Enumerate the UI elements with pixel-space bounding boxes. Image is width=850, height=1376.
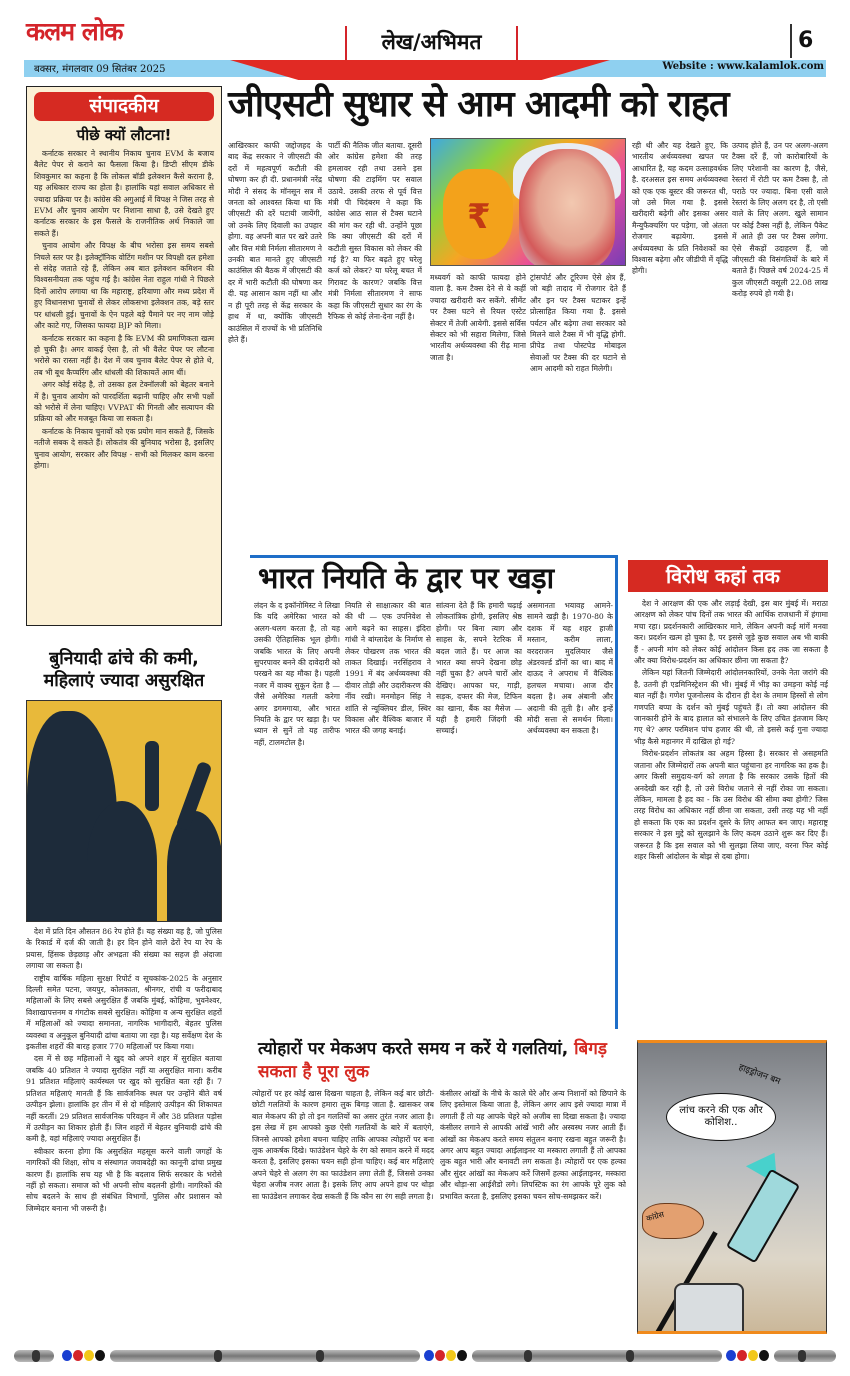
color-dot-blue <box>62 1350 72 1361</box>
registration-pill <box>110 1350 420 1362</box>
registration-knob <box>524 1350 532 1362</box>
bharat-column-3: सांत्वना देते हैं कि हमारी चढ़ाई लोकतांत्रिक होगी, इसलिए श्रेष्ठ होगी। पर बिना त्याग और साहस के, सपने रेटरिक में बदल जाते हैं। पर आज का भारत क्या सपने देखना छोड़ नहीं चुका है? अपने चारों ओर देखिए। आपका घर, गाड़ी, सड़क, दफ्तर की मेज, टिफिन का खाना, बैंक का मैसेज — यही है हमारी जिंदगी की सच्चाई। <box>436 601 522 736</box>
raised-fist-icon <box>145 741 159 811</box>
editorial-box <box>26 86 222 626</box>
color-dot-black <box>95 1350 105 1361</box>
website-link[interactable]: Website : www.kalamlok.com <box>662 61 824 72</box>
lead-column-5: रही थी और यह देखते हुए, कि भारतीय अर्थव्यवस्था खपत पर आधारित है, यह कदम उत्साहवर्धक है. दरअसल इस समय अर्थव्यवस्था को एक एक बूस्टर की जरूरत थी, जो उसे मिल गया है. इससे खरीदारी बढ़ेगी और इसका असर मैन्युफैक्चरिंग पर पड़ेगा, जो अंततः रोजगार बढ़ायेगा. इससे अर्थव्यवस्था के प्रति निवेशकों का विश्वास बढ़ेगा और जीडीपी में वृद्धि होगी। <box>632 141 728 276</box>
registration-knob <box>316 1350 324 1362</box>
lead-column-1: आखिरकार काफी जद्दोजहद के बाद केंद्र सरकार ने जीएसटी की दरों में महत्वपूर्ण कटौती की घोषणा कर ही दी. प्रधानमंत्री नरेंद्र मोदी ने संसद के मॉनसून सत्र में जनता को आश्वस्त किया था कि जीएसटी की दरें घटायी जायेंगी, जो उनके लिए दिवाली का उपहार होगा. वह अपनी बात पर खरे उतरे और वित्त मंत्री निर्मला सीतारमण ने उनकी बात मानते हुए जीएसटी काउंसिल की बैठक में जीएसटी की दर में भारी कटौती की घोषणा कर दी. यह आसान काम नहीं था और न ही पूरी तरह से केंद्र सरकार के हाथ में था, क्योंकि जीएसटी काउंसिल में राज्यों के भी प्रतिनिधि होते हैं। <box>228 141 322 344</box>
editorial-label: संपादकीय <box>34 92 214 121</box>
lead-column-4: ट्रांसपोर्ट और टूरिज्म ऐसे क्षेत्र हैं, जो बड़ी तादाद में रोजगार देते हैं और इन पर टैक्स घटाकर इन्हें प्रोत्साहित किया गया है. इससे पर्यटन और बढ़ेगा तथा सरकार को मिलने वाले टैक्स में भी वृद्धि होगी. प्रीपेड तथा पोस्टपेड मोबाइल सेवाओं पर टैक्स की दर घटाने से आम आदमी को राहत मिलेगी। <box>530 273 626 374</box>
color-dot-yellow <box>84 1350 94 1361</box>
hand-label: कांग्रेस <box>645 1209 665 1224</box>
newspaper-brand: कलम लोक <box>26 17 123 46</box>
makeup-headline <box>258 1038 628 1084</box>
women-story-body <box>26 926 222 1336</box>
paragraph: चुनाव आयोग और विपक्ष के बीच भरोसा इस समय सबसे निचले स्तर पर है। इलेक्ट्रॉनिक वोटिंग मशीन पर विपक्षी दल हमेशा से संदेह जताते रहे हैं, लेकिन अब बात इलेक्शन कमिशन की विश्वसनीयता तक पहुंच गई है। कांग्रेस नेता राहुल गांधी ने पिछले दिनों आरोप लगाया था कि महाराष्ट्र, हरियाणा और मध्य प्रदेश में हुए विधानसभा चुनावों से लेकर लोकसभा इलेक्शन तक, बड़े स्तर पर धांधली हुई। चुनावों के ऐन पहले बड़े पैमाने पर नए नाम जोड़े और काटे गए, जिसका फायदा BJP को मिला। <box>34 241 214 331</box>
editorial-title: पीछे क्यों लौटना! <box>76 126 172 144</box>
paragraph: देश में प्रति दिन औसतन 86 रेप होते हैं। यह संख्या वह है, जो पुलिस के रिकार्ड में दर्ज की जाती है। हर दिन होने वाले ढेरों रेप या रेप के प्रयास, हिंसक छेड़छाड़ और अभद्रता की संख्या का सहज ही अंदाजा लगाया जा सकता है। <box>26 927 222 971</box>
makeup-column-1: त्योहारों पर हर कोई खास दिखना चाहता है, लेकिन कई बार छोटी-छोटी गलतियों के कारण हमारा लुक बिगड़ जाता है. खासकर जब बात मेकअप की हो तो इन गलतियों का असर तुरंत नजर आता है। इस लेख में हम आपको कुछ ऐसी गलतियों के बारे में बताएंगे, जिनसे आपको हमेशा बचना चाहिए ताकि आपका त्योहारों पर बना लुक आकर्षक दिखे। फाउंडेशन चेहरे के रंग को समान करने में मदद करता है, इसलिए इसका चयन सही होना चाहिए। कई बार महिलाएं अपने चेहरे से अलग रंग का फाउंडेशन लगा लेती हैं, जिससे उनका चेहरा अजीब नजर आता है। इसके लिए आप अपने हाथ पर थोड़ा सा फाउंडेशन लगाकर देख सकती हैं कि कौन सा रंग सही लगता है। <box>252 1089 434 1201</box>
color-dot-red <box>73 1350 83 1361</box>
makeup-headline-main: त्योहारों पर मेकअप करते समय न करें ये गलतियां, <box>258 1039 569 1059</box>
paragraph: विरोध-प्रदर्शन लोकतंत्र का अहम हिस्सा है। सरकार से असहमति जताना और जिम्मेदारों तक अपनी बात पहुंचाना हर नागरिक का हक है। अगर किसी समुदाय-वर्ग को लगता है कि सरकार उसके हितों की अनदेखी कर रही है, तो उसे विरोध जताने से नहीं रोका जा सकता। लेकिन, मामला है हद का - कि उस विरोध की सीमा क्या होगी? जिस तरह विरोध का अधिकार नहीं छीना जा सकता, उसी तरह यह भी नहीं हो सकता कि एक का प्रदर्शन दूसरे के लिए आफत बन जाए। महाराष्ट्र सरकार ने इस मुद्दे को सुलझाने के लिए कदम उठाने शुरू कर दिए हैं। जरूरत है कि इस सवाल को भी सुलझा लिया जाए, वरना फिर कोई शहर किसी आंदोलन के बोझ से दबा होगा। <box>634 749 828 861</box>
paragraph: लेकिन यहां जितनी जिम्मेदारी आंदोलनकारियों, उनके नेता जरांगे की है, उतनी ही एडमिनिस्ट्रेशन की भी। मुंबई में भीड़ का उमड़ना कोई नई बात नहीं है। गणेश पूजनोत्सव के दौरान ही देश के तमाम हिस्सों से लोग गणपति बप्पा के दर्शन को मुंबई पहुंचते हैं। तो क्या आंदोलन की जानकारी होने के बाद हालात को संभालने के लिए उचित इंतजाम किए गए थे? अगर परमिशन पांच हजार की थी, तो इससे कई गुना ज्यादा भीड़ कैसे महानगर में दाखिल हो गई? <box>634 668 828 746</box>
lead-column-6: उत्पाद होते हैं, उन पर अलग-अलग टैक्स दरें हैं, जो कारोबारियों के लिए परेशानी का कारण है, जैसे, रेस्तरां में रोटी पर कम टैक्स है, तो पराठे पर ज्यादा. बिना एसी वाले रेस्तरां के लिए अलग दर है, तो एसी वाले के लिए अलग. खुले सामान पर कोई टैक्स नहीं है, लेकिन पैकेट में आते ही उस पर टैक्स लगेगा. ऐसे सैकड़ों उदाहरण हैं, जो जीएसटी की विसंगतियों के बारे में बताते हैं। पिछले वर्ष 2024-25 में कुल जीएसटी वसूली 22.08 लाख करोड़ रुपये हो गयी है। <box>732 141 828 299</box>
registration-knob <box>214 1350 222 1362</box>
dateline: बक्सर, मंगलवार 09 सितंबर 2025 <box>34 64 166 75</box>
lead-column-2: पार्टी की नैतिक जीत बताया. दूसरी ओर कांग्रेस हमेशा की तरह हमलावर रही तथा उसने इस घोषणा की टाइमिंग पर सवाल उठाये. उसकी तरफ से पूर्व वित्त मंत्री पी चिदंबरम ने कहा कि कांग्रेस आठ साल से टैक्स घटाने की मांग कर रही थी. उन्होंने पूछा कि क्या जीएसटी की दरों में कटौती सुस्त विकास को लेकर की गई है? या फिर बढ़ते हुए घरेलू कर्ज को लेकर? या घरेलू बचत में गिरावट के कारण? जबकि वित्त मंत्री निर्मला सीतारमण ने साफ कहा कि जीएसटी सुधार का रंग के रैफिक से कोई लेना-देना नहीं है। <box>328 141 422 322</box>
bharat-column-2: नियति से साक्षात्कार की बात की थी — एक उपनिवेश से आगे बढ़ने का साहस। इंदिरा गांधी ने बांग्लादेश के निर्माण से लेकर पोखरण तक भारत की ताकत दिखाई। नरसिंहराव ने 1991 में बंद अर्थव्यवस्था की दीवार तोड़ी और उदारीकरण की नींव रखी। मनमोहन सिंह ने शांति से न्यूक्लियर डील, स्थिर विकास और वैश्विक बाजार में भारत की जगह बनाई। <box>345 601 431 736</box>
color-dot-red <box>737 1350 747 1361</box>
color-dot-black <box>457 1350 467 1361</box>
rocket-label: हाइड्रोजन बम <box>737 1062 782 1088</box>
page-number: 6 <box>790 24 813 58</box>
bottle-icon <box>674 1283 744 1334</box>
bharat-headline: भारत नियति के द्वार पर खड़ा <box>258 561 554 595</box>
header-red-accent <box>230 60 610 80</box>
rupee-icon: ₹ <box>467 197 491 237</box>
lead-column-3: मध्यवर्ग को काफी फायदा होने वाला है. कम टैक्स देने से वे कहीं ज्यादा खरीदारी कर सकेंगे. सीमेंट पर टैक्स घटने से रियल एस्टेट सेक्टर में तेजी आयेगी. इससे सर्विस सेक्टर को भी सहारा मिलेगा, जिसे भारतीय अर्थव्यवस्था की रीढ़ माना जाता है। <box>430 273 526 362</box>
bharat-column-1: लंदन के द इकॉनोमिस्ट ने लिखा कि यदि अमेरिका भारत को अलग-थलग करता है, तो यह उसकी ऐतिहासिक भूल होगी। जबकि भारत के लिए अपनी सुपरपावर बनने की दावेदारी को परखने का यह मौका है। पहली नजर में वाक्य सुकून देता है — जैसे अमेरिका गलती करेगा अगर डगमगाया, और भारत नियति के द्वार पर खड़ा है। पर ध्यान से सुनें तो यह तारीफ नहीं, टालमटोल है। <box>254 601 340 747</box>
political-cartoon <box>637 1040 827 1334</box>
registration-pill <box>472 1350 722 1362</box>
portrait-face <box>519 149 615 266</box>
paragraph: राष्ट्रीय वार्षिक महिला सुरक्षा रिपोर्ट व सूचकांक-2025 के अनुसार दिल्ली समेत पटना, जयपुर, कोलकाता, श्रीनगर, रांची व फरीदाबाद महिलाओं के लिए सबसे असुरक्षित हैं जबकि मुंबई, कोहिमा, भुवनेश्वर, विशाखापत्तनम व गंगटोक सबसे सुरक्षित। कोहिमा व अन्य सुरक्षित शहरों में महिलाओं को ज्यादा समानता, नागरिक भागीदारी, बेहतर पुलिस व्यवस्था व अनुकूल बुनियादी ढांचा बताया जा रहा है। यह सर्वेक्षण देश के इकतीस शहरों की बारह हजार 770 महिलाओं पर किया गया। <box>26 973 222 1052</box>
registration-knob <box>32 1350 40 1362</box>
section-label: लेख/अभिमत <box>345 26 518 60</box>
registration-bar <box>14 1348 836 1364</box>
paragraph: कर्नाटक सरकार का कहना है कि EVM की प्रमाणिकता खत्म हो चुकी है। अगर वाकई ऐसा है, तो भी वैलेट पेपर पर लौटना भरोसे का रास्ता नहीं है। देश में जब चुनाव बैलेट पेपर से होते थे, तब भी बूथ कैप्चरिंग और धांधली की शिकायतें आम थीं। <box>34 333 214 377</box>
paragraph: कर्नाटक सरकार ने स्थानीय निकाय चुनाव EVM के बजाय बैलेट पेपर से कराने का फैसला किया है। डिप्टी सीएम डीके शिवकुमार का कहना है कि लोकल बॉडी इलेक्शन कैसे कराना है, यह अधिकार राज्य का होता है। हालांकि यहां सवाल अधिकार से ज्यादा प्रक्रिया पर है। कांग्रेस की अगुआई में विपक्ष ने जिस तरह से EVM और चुनाव आयोग पर निशाना साधा है, उसे देखते हुए कर्नाटक सरकार के इस फैसले के राजनीतिक अर्थ निकाले जा सकते हैं। <box>34 149 214 238</box>
women-safety-headline: बुनियादी ढांचे की कमी, महिलाएं ज्यादा असुरक्षित <box>43 649 205 691</box>
figure-silhouette <box>167 811 222 922</box>
women-protest-illustration <box>26 700 222 922</box>
registration-knob <box>798 1350 806 1362</box>
color-dot-blue <box>424 1350 434 1361</box>
paragraph: देश ने आरक्षण की एक और लड़ाई देखी, इस बार मुंबई में। मराठा आरक्षण को लेकर पांच दिनों तक भारत की आर्थिक राजधानी में हंगामा मचा रहा। प्रदर्शनकारी आखिरकार माने, लेकिन अपनी कई मांगें मनवा कर। प्रदर्शन खत्म हो चुका है, पर इससे जुड़े कुछ सवाल अब भी बाकी हैं - अपनी मांग को लेकर कोई आंदोलन किस हद तक जा सकता है और क्या विरोध-प्रदर्शन का अधिकार छीना जा सकता है? <box>634 599 828 666</box>
paragraph: अगर कोई संदेह है, तो उसका हल टेक्नॉलजी को बेहतर बनाने में है। चुनाव आयोग को पारदर्शिता बढ़ानी चाहिए और सभी पक्षों को भरोसे में लेना चाहिए। VVPAT की गिनती और सत्यापन की प्रक्रिया को और मजबूत किया जा सकता है। <box>34 380 214 424</box>
color-dot-yellow <box>446 1350 456 1361</box>
speech-bubble: लांच करने की एक और कोशिश.. <box>666 1093 776 1141</box>
finance-minister-illustration <box>430 138 626 266</box>
paragraph: स्वीकार करना होगा कि असुरक्षित महसूस करने वाली जगहों के नागरिकों की शिक्षा, सोच व संस्थागत जवाबदेही का कानूनी ढांचा प्रमुख कारण हैं। हालांकि सच यह भी है कि बदलाव सिर्फ सरकार के भरोसे नहीं हो सकता। समाज को भी अपनी सोच बदलनी होगी। नागरिकों की सोच बदलने के साथ ही संबंधित विभागों, पुलिस और प्रशासन को जिम्मेदार बनाना भी जरूरी है। <box>26 1146 222 1213</box>
color-dot-yellow <box>748 1350 758 1361</box>
makeup-column-2: कंसीलर आंखों के नीचे के काले घेरे और अन्य निशानों को छिपाने के लिए इस्तेमाल किया जाता है, लेकिन अगर आप इसे ज्यादा मात्रा में लगाती हैं तो यह आपके चेहरे को अजीब सा दिखा सकता है। ज्यादा कंसीलर लगाने से आपकी आंखें भारी और अस्वस्थ नजर आती हैं। आंखों का मेकअप करते समय संतुलन बनाए रखना बहुत जरूरी है। अगर आप बहुत ज्यादा आईलाइनर या मस्कारा लगाती हैं तो आपका लुक बहुत भारी और बनावटी लग सकता है। त्योहारों पर एक हल्का और सुंदर आंखों का मेकअप करें जिसमें हल्का आईलाइनर, मस्कारा और थोड़ा-सा आईशैडो लगे। लिपस्टिक का रंग आपके पूरे लुक को प्रभावित करता है, इसलिए इसका चयन सोच-समझकर करें। <box>440 1089 626 1201</box>
virodh-story-body <box>634 598 828 1030</box>
color-dot-black <box>759 1350 769 1361</box>
makeup-headline-accent: बिगड़ सकता है पूरा लुक <box>258 1039 607 1082</box>
paragraph: कर्नाटक के निकाय चुनावों को एक प्रयोग मान सकते हैं, जिसके नतीजे सबक दे सकते हैं। लोकतंत्र की बुनियाद भरोसा है, इसलिए चुनाव आयोग, सरकार और विपक्ष - सभी को मिलकर काम करना होगा। <box>34 426 214 470</box>
lead-headline: जीएसटी सुधार से आम आदमी को राहत <box>228 84 729 125</box>
paragraph: दस में से छह महिलाओं ने खुद को अपने शहर में सुरक्षित बताया जबकि 40 प्रतिशत ने ज्यादा सुरक्षित नहीं या असुरक्षित माना। करीब 91 प्रतिशत महिलाएं कार्यस्थल पर खुद को सुरक्षित बता रही हैं। 7 प्रतिशत महिलाएं मानती हैं कि सार्वजनिक स्थल पर उन्होंने बीते वर्ष उत्पीड़न झेला। हालांकि हर तीन में से दो महिलाएं उत्पीड़न की शिकायत नहीं करतीं। 29 प्रतिशत सार्वजनिक परिवहन में और 38 प्रतिशत पड़ोस में उत्पीड़न का शिकार होती हैं। जिन शहरों में बेहतर बुनियादी ढांचे की कमी है, वहां महिलाएं ज्यादा असुरक्षित हैं। <box>26 1054 222 1144</box>
bharat-column-4: असमानता भयावह आमने-सामने खड़ी है। 1970-80 के दशक में यह शहर हाजी मस्तान, करीम लाला, वरदराजन मुदलियार जैसे अंडरवर्ल्ड डॉनों का था। बाद में दाऊद ने अपराध में वैश्विक हलचल मचाया। आज दौर बदला है। अब अंबानी और अदानी की तूती है। और इन्हें मोदी सत्ता से समर्थन मिला। अर्थव्यवस्था बन सकता है। <box>527 601 613 736</box>
color-dot-red <box>435 1350 445 1361</box>
figure-silhouette <box>87 801 157 922</box>
virodh-headline: विरोध कहां तक <box>636 560 828 592</box>
editorial-body <box>34 148 214 471</box>
rocket-icon <box>726 1169 800 1264</box>
color-dot-blue <box>726 1350 736 1361</box>
registration-knob <box>626 1350 634 1362</box>
